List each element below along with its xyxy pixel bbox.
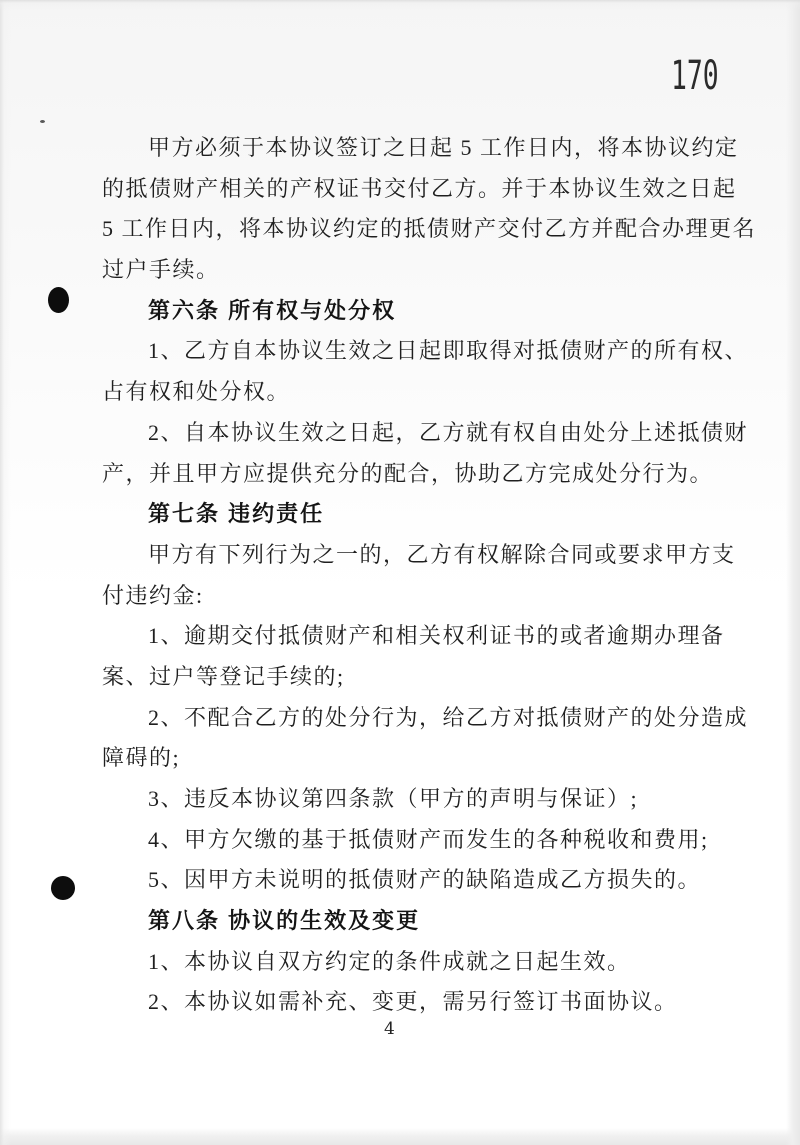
contract-line: 产，并且甲方应提供充分的配合，协助乙方完成处分行为。 (102, 460, 714, 486)
scan-artifact-speck (40, 120, 45, 123)
paragraph-delivery-obligation (102, 128, 757, 291)
contract-line: 5 工作日内，将本协议约定的抵债财产交付乙方并配合办理更名 (102, 216, 757, 242)
contract-text (102, 128, 757, 1023)
clause-6-2 (102, 413, 749, 494)
article-heading-line: 第六条 所有权与处分权 (148, 297, 397, 323)
hole-punch-icon (48, 287, 69, 313)
contract-line: 付违约金: (102, 582, 204, 608)
contract-line: 4、甲方欠缴的基于抵债财产而发生的各种税收和费用; (148, 826, 709, 852)
clause-7-5 (102, 860, 744, 901)
contract-line: 2、不配合乙方的处分行为，给乙方对抵债财产的处分造成 (148, 704, 749, 730)
clause-7-2 (102, 698, 749, 779)
hole-punch-icon (51, 876, 75, 900)
clause-6-1 (102, 331, 749, 412)
contract-line: 2、本协议如需补充、变更，需另行签订书面协议。 (148, 989, 678, 1015)
article-heading-line: 第八条 协议的生效及变更 (148, 908, 421, 934)
contract-line: 5、因甲方未说明的抵债财产的缺陷造成乙方损失的。 (148, 867, 702, 893)
paragraph-breach-intro (102, 535, 744, 616)
article-8-heading (102, 901, 744, 942)
article-7-heading (102, 494, 744, 535)
footer-page-number: 4 (384, 1019, 395, 1039)
contract-line: 甲方必须于本协议签订之日起 5 工作日内，将本协议约定 (148, 135, 739, 160)
contract-line: 的抵债财产相关的产权证书交付乙方。并于本协议生效之日起 (102, 175, 737, 201)
clause-8-2 (102, 982, 744, 1023)
stamped-page-number: 170 (671, 53, 719, 99)
article-6-heading (102, 291, 744, 332)
contract-line: 过户手续。 (102, 257, 220, 283)
contract-line: 1、乙方自本协议生效之日起即取得对抵债财产的所有权、 (148, 338, 749, 364)
clause-8-1 (102, 942, 744, 983)
clause-7-4 (102, 820, 744, 861)
contract-line: 障碍的; (102, 745, 181, 771)
contract-line: 甲方有下列行为之一的，乙方有权解除合同或要求甲方支 (148, 541, 736, 567)
contract-line: 3、违反本协议第四条款（甲方的声明与保证）; (148, 786, 639, 811)
contract-line: 案、过户等登记手续的; (102, 663, 345, 689)
clause-7-3 (102, 779, 744, 820)
article-heading-line: 第七条 违约责任 (148, 501, 325, 527)
contract-line: 2、自本协议生效之日起，乙方就有权自由处分上述抵债财 (148, 419, 749, 445)
contract-line: 1、逾期交付抵债财产和相关权利证书的或者逾期办理备 (148, 623, 725, 649)
contract-line: 1、本协议自双方约定的条件成就之日起生效。 (148, 948, 631, 974)
contract-line: 占有权和处分权。 (102, 379, 291, 405)
clause-7-1 (102, 616, 744, 697)
